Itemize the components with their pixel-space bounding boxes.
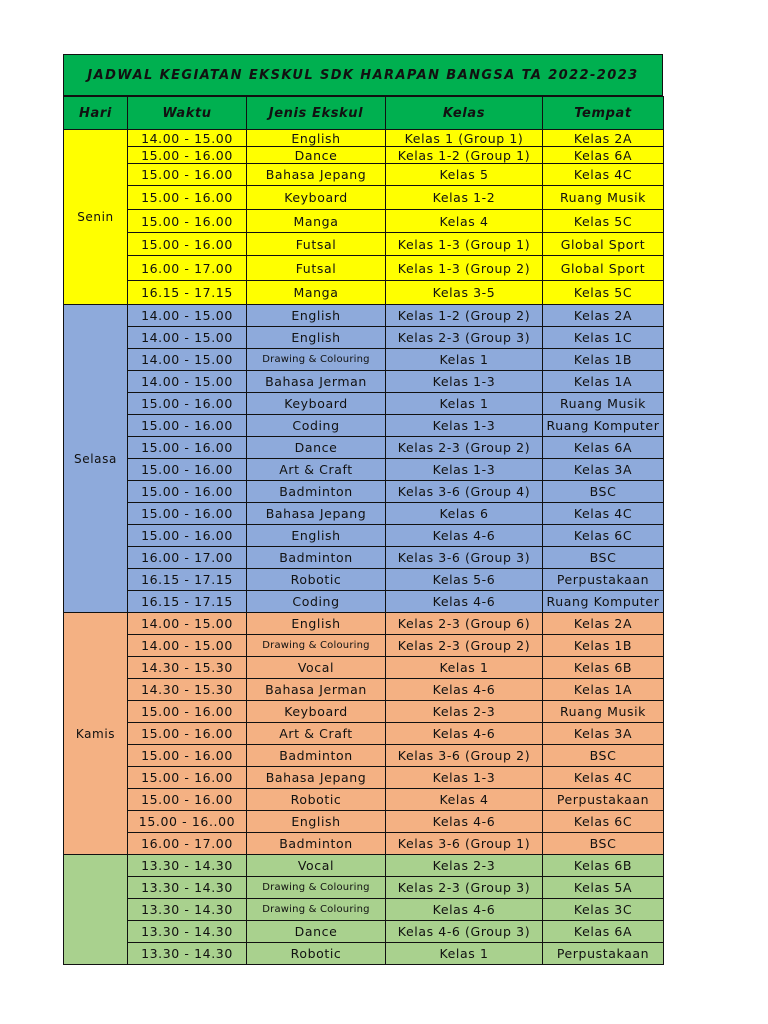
time-cell: 15.00 - 16.00 <box>128 164 247 186</box>
class-cell: Kelas 1 <box>386 393 543 415</box>
place-cell: Kelas 2A <box>543 613 664 635</box>
table-row <box>64 877 664 899</box>
activity-cell: Drawing & Colouring <box>247 635 386 657</box>
place-cell: Kelas 1B <box>543 349 664 371</box>
time-cell: 16.00 - 17.00 <box>128 833 247 855</box>
activity-cell: Badminton <box>247 745 386 767</box>
activity-cell: Art & Craft <box>247 459 386 481</box>
activity-cell: Drawing & Colouring <box>247 877 386 899</box>
time-cell: 15.00 - 16.00 <box>128 745 247 767</box>
table-row <box>64 371 664 393</box>
time-cell: 14.30 - 15.30 <box>128 657 247 679</box>
time-cell: 14.00 - 15.00 <box>128 349 247 371</box>
table-row <box>64 569 664 591</box>
time-cell: 13.30 - 14.30 <box>128 855 247 877</box>
day-cell: Kamis <box>64 613 128 855</box>
place-cell: Kelas 6B <box>543 657 664 679</box>
table-row <box>64 164 664 186</box>
activity-cell: Bahasa Jepang <box>247 164 386 186</box>
time-cell: 16.15 - 17.15 <box>128 591 247 613</box>
activity-cell: Dance <box>247 147 386 164</box>
class-cell: Kelas 2-3 <box>386 701 543 723</box>
class-cell: Kelas 3-5 <box>386 281 543 305</box>
table-row <box>64 833 664 855</box>
activity-cell: Vocal <box>247 855 386 877</box>
time-cell: 13.30 - 14.30 <box>128 921 247 943</box>
activity-cell: Keyboard <box>247 701 386 723</box>
place-cell: Perpustakaan <box>543 789 664 811</box>
class-cell: Kelas 1 <box>386 349 543 371</box>
header-hari: Hari <box>64 97 128 130</box>
class-cell: Kelas 4 <box>386 210 543 233</box>
place-cell: Kelas 3A <box>543 459 664 481</box>
activity-cell: Bahasa Jerman <box>247 371 386 393</box>
activity-cell: Keyboard <box>247 186 386 210</box>
time-cell: 15.00 - 16.00 <box>128 525 247 547</box>
class-cell: Kelas 1-3 <box>386 459 543 481</box>
activity-cell: Drawing & Colouring <box>247 349 386 371</box>
class-cell: Kelas 4-6 <box>386 723 543 745</box>
place-cell: Kelas 1A <box>543 371 664 393</box>
class-cell: Kelas 2-3 (Group 6) <box>386 613 543 635</box>
table-row <box>64 393 664 415</box>
class-cell: Kelas 3-6 (Group 3) <box>386 547 543 569</box>
class-cell: Kelas 1-2 <box>386 186 543 210</box>
activity-cell: Manga <box>247 210 386 233</box>
table-row <box>64 281 664 305</box>
place-cell: Kelas 5A <box>543 877 664 899</box>
time-cell: 14.00 - 15.00 <box>128 371 247 393</box>
table-row <box>64 745 664 767</box>
activity-cell: Bahasa Jepang <box>247 503 386 525</box>
activity-cell: English <box>247 305 386 327</box>
table-row <box>64 767 664 789</box>
activity-cell: English <box>247 327 386 349</box>
table-row <box>64 723 664 745</box>
activity-cell: Badminton <box>247 547 386 569</box>
activity-cell: Keyboard <box>247 393 386 415</box>
table-row <box>64 921 664 943</box>
time-cell: 13.30 - 14.30 <box>128 877 247 899</box>
table-row <box>64 657 664 679</box>
time-cell: 15.00 - 16.00 <box>128 481 247 503</box>
table-row <box>64 305 664 327</box>
header-waktu: Waktu <box>128 97 247 130</box>
time-cell: 14.00 - 15.00 <box>128 130 247 147</box>
class-cell: Kelas 5 <box>386 164 543 186</box>
class-cell: Kelas 2-3 (Group 2) <box>386 635 543 657</box>
place-cell: Kelas 3C <box>543 899 664 921</box>
table-row <box>64 591 664 613</box>
class-cell: Kelas 1-3 <box>386 371 543 393</box>
time-cell: 15.00 - 16.00 <box>128 186 247 210</box>
class-cell: Kelas 1 <box>386 657 543 679</box>
table-row <box>64 943 664 965</box>
activity-cell: English <box>247 525 386 547</box>
day-cell <box>64 855 128 965</box>
time-cell: 15.00 - 16..00 <box>128 811 247 833</box>
place-cell: Perpustakaan <box>543 569 664 591</box>
place-cell: Kelas 3A <box>543 723 664 745</box>
place-cell: Kelas 2A <box>543 305 664 327</box>
place-cell: BSC <box>543 481 664 503</box>
time-cell: 15.00 - 16.00 <box>128 415 247 437</box>
place-cell: Kelas 4C <box>543 503 664 525</box>
activity-cell: Bahasa Jepang <box>247 767 386 789</box>
table-row <box>64 459 664 481</box>
place-cell: BSC <box>543 833 664 855</box>
time-cell: 14.00 - 15.00 <box>128 635 247 657</box>
activity-cell: Bahasa Jerman <box>247 679 386 701</box>
time-cell: 15.00 - 16.00 <box>128 789 247 811</box>
place-cell: Kelas 6B <box>543 855 664 877</box>
activity-cell: Badminton <box>247 481 386 503</box>
activity-cell: Coding <box>247 591 386 613</box>
activity-cell: Robotic <box>247 569 386 591</box>
class-cell: Kelas 2-3 (Group 3) <box>386 877 543 899</box>
time-cell: 13.30 - 14.30 <box>128 899 247 921</box>
activity-cell: Dance <box>247 921 386 943</box>
place-cell: Global Sport <box>543 256 664 281</box>
schedule-table <box>63 96 664 965</box>
activity-cell: Futsal <box>247 256 386 281</box>
table-row <box>64 613 664 635</box>
time-cell: 14.00 - 15.00 <box>128 613 247 635</box>
time-cell: 16.15 - 17.15 <box>128 281 247 305</box>
class-cell: Kelas 1-3 (Group 2) <box>386 256 543 281</box>
class-cell: Kelas 4-6 <box>386 591 543 613</box>
place-cell: Kelas 4C <box>543 164 664 186</box>
activity-cell: Robotic <box>247 943 386 965</box>
place-cell: Kelas 5C <box>543 281 664 305</box>
time-cell: 16.00 - 17.00 <box>128 547 247 569</box>
class-cell: Kelas 1-2 (Group 1) <box>386 147 543 164</box>
class-cell: Kelas 4-6 <box>386 525 543 547</box>
table-row <box>64 503 664 525</box>
place-cell: BSC <box>543 745 664 767</box>
class-cell: Kelas 1 (Group 1) <box>386 130 543 147</box>
place-cell: Global Sport <box>543 233 664 256</box>
header-kelas: Kelas <box>386 97 543 130</box>
table-row <box>64 349 664 371</box>
time-cell: 15.00 - 16.00 <box>128 147 247 164</box>
place-cell: Ruang Komputer <box>543 415 664 437</box>
table-row <box>64 855 664 877</box>
time-cell: 15.00 - 16.00 <box>128 437 247 459</box>
time-cell: 15.00 - 16.00 <box>128 393 247 415</box>
activity-cell: Drawing & Colouring <box>247 899 386 921</box>
table-row <box>64 525 664 547</box>
activity-cell: English <box>247 613 386 635</box>
class-cell: Kelas 4 <box>386 789 543 811</box>
activity-cell: Coding <box>247 415 386 437</box>
schedule-body <box>64 130 664 965</box>
table-row <box>64 210 664 233</box>
class-cell: Kelas 3-6 (Group 1) <box>386 833 543 855</box>
place-cell: Perpustakaan <box>543 943 664 965</box>
class-cell: Kelas 1-3 <box>386 767 543 789</box>
time-cell: 15.00 - 16.00 <box>128 233 247 256</box>
place-cell: Kelas 2A <box>543 130 664 147</box>
class-cell: Kelas 6 <box>386 503 543 525</box>
class-cell: Kelas 1 <box>386 943 543 965</box>
time-cell: 15.00 - 16.00 <box>128 210 247 233</box>
activity-cell: English <box>247 130 386 147</box>
class-cell: Kelas 2-3 (Group 3) <box>386 327 543 349</box>
class-cell: Kelas 2-3 <box>386 855 543 877</box>
header-row <box>64 97 664 130</box>
activity-cell: Robotic <box>247 789 386 811</box>
header-tempat: Tempat <box>543 97 664 130</box>
place-cell: Ruang Musik <box>543 186 664 210</box>
table-row <box>64 437 664 459</box>
time-cell: 13.30 - 14.30 <box>128 943 247 965</box>
time-cell: 15.00 - 16.00 <box>128 503 247 525</box>
time-cell: 14.30 - 15.30 <box>128 679 247 701</box>
table-row <box>64 679 664 701</box>
table-row <box>64 415 664 437</box>
time-cell: 15.00 - 16.00 <box>128 723 247 745</box>
place-cell: Kelas 1B <box>543 635 664 657</box>
time-cell: 15.00 - 16.00 <box>128 701 247 723</box>
place-cell: Kelas 1A <box>543 679 664 701</box>
table-row <box>64 547 664 569</box>
class-cell: Kelas 3-6 (Group 4) <box>386 481 543 503</box>
place-cell: Kelas 6A <box>543 147 664 164</box>
time-cell: 14.00 - 15.00 <box>128 327 247 349</box>
time-cell: 15.00 - 16.00 <box>128 459 247 481</box>
place-cell: Kelas 6C <box>543 525 664 547</box>
time-cell: 16.00 - 17.00 <box>128 256 247 281</box>
table-row <box>64 233 664 256</box>
time-cell: 14.00 - 15.00 <box>128 305 247 327</box>
activity-cell: Vocal <box>247 657 386 679</box>
place-cell: Kelas 6A <box>543 921 664 943</box>
class-cell: Kelas 3-6 (Group 2) <box>386 745 543 767</box>
class-cell: Kelas 2-3 (Group 2) <box>386 437 543 459</box>
activity-cell: Manga <box>247 281 386 305</box>
place-cell: Kelas 6C <box>543 811 664 833</box>
table-row <box>64 899 664 921</box>
schedule-sheet <box>63 54 663 965</box>
class-cell: Kelas 1-3 <box>386 415 543 437</box>
table-row <box>64 811 664 833</box>
activity-cell: Futsal <box>247 233 386 256</box>
table-row <box>64 186 664 210</box>
table-row <box>64 481 664 503</box>
class-cell: Kelas 4-6 (Group 3) <box>386 921 543 943</box>
activity-cell: Dance <box>247 437 386 459</box>
place-cell: Ruang Komputer <box>543 591 664 613</box>
activity-cell: English <box>247 811 386 833</box>
place-cell: Kelas 1C <box>543 327 664 349</box>
time-cell: 15.00 - 16.00 <box>128 767 247 789</box>
activity-cell: Art & Craft <box>247 723 386 745</box>
table-row <box>64 701 664 723</box>
activity-cell: Badminton <box>247 833 386 855</box>
place-cell: Kelas 5C <box>543 210 664 233</box>
place-cell: Kelas 4C <box>543 767 664 789</box>
time-cell: 16.15 - 17.15 <box>128 569 247 591</box>
place-cell: Kelas 6A <box>543 437 664 459</box>
day-cell: Senin <box>64 130 128 305</box>
class-cell: Kelas 1-3 (Group 1) <box>386 233 543 256</box>
table-row <box>64 635 664 657</box>
day-cell: Selasa <box>64 305 128 613</box>
table-row <box>64 130 664 147</box>
header-jenis-ekskul: Jenis Ekskul <box>247 97 386 130</box>
table-row <box>64 789 664 811</box>
table-row <box>64 327 664 349</box>
class-cell: Kelas 4-6 <box>386 811 543 833</box>
place-cell: Ruang Musik <box>543 393 664 415</box>
class-cell: Kelas 1-2 (Group 2) <box>386 305 543 327</box>
place-cell: BSC <box>543 547 664 569</box>
schedule-title: JADWAL KEGIATAN EKSKUL SDK HARAPAN BANGSA TA 2022-2023 <box>63 54 663 96</box>
class-cell: Kelas 5-6 <box>386 569 543 591</box>
class-cell: Kelas 4-6 <box>386 679 543 701</box>
table-row <box>64 147 664 164</box>
place-cell: Ruang Musik <box>543 701 664 723</box>
table-row <box>64 256 664 281</box>
class-cell: Kelas 4-6 <box>386 899 543 921</box>
